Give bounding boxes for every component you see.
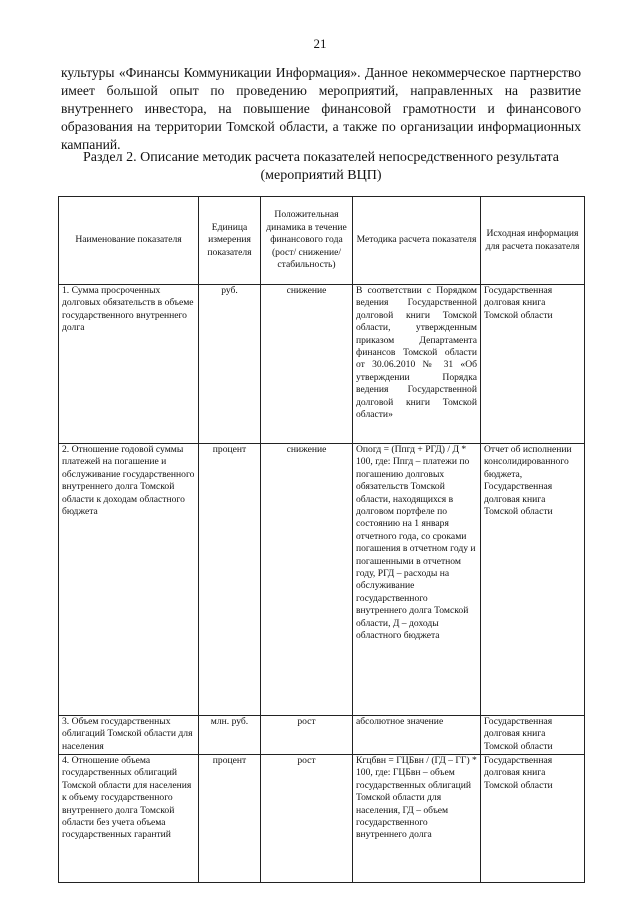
indicator-source: Государственная долговая книга Томской области (481, 285, 585, 444)
header-source: Исходная информация для расчета показателя (481, 197, 585, 285)
indicator-source: Отчет об исполнении консолидированного бюджета, Государственная долговая книга Томской области (481, 444, 585, 716)
page-number: 21 (313, 36, 327, 51)
indicator-dynamics: снижение (261, 285, 353, 444)
indicator-unit: млн. руб. (199, 716, 261, 755)
indicator-method: Опогд = (Ппгд + РГД) / Д * 100, где: Ппгд – платежи по погашению долговых обязательств Томской области, находящихся в долговом портфеле по состоянию на 1 января отчетного года, со сроками погашения в отчетном году и погашенными в отчетном году, РГД – расходы на обслуживание государственного внутреннего долга Томской области, Д – доходы областного бюджета (353, 444, 481, 716)
indicators-table (58, 196, 585, 883)
table-row (59, 444, 585, 716)
table-row (59, 716, 585, 755)
indicator-name: 3. Объем государственных облигаций Томской области для населения (59, 716, 199, 755)
indicator-dynamics: рост (261, 755, 353, 883)
indicator-method: абсолютное значение (353, 716, 481, 755)
indicator-name: 2. Отношение годовой суммы платежей на погашение и обслуживание государственного внутреннего долга Томской области к доходам областного бюджета (59, 444, 199, 716)
section-title-line-1: Раздел 2. Описание методик расчета показателей непосредственного результата (83, 150, 559, 165)
table-row (59, 285, 585, 444)
indicator-unit: процент (199, 444, 261, 716)
indicator-name: 1. Сумма просроченных долговых обязательств в объеме государственного внутреннего долга (59, 285, 199, 444)
indicator-dynamics: снижение (261, 444, 353, 716)
indicator-dynamics: рост (261, 716, 353, 755)
table-header-row (59, 197, 585, 285)
table-row (59, 755, 585, 883)
indicator-source: Государственная долговая книга Томской области (481, 716, 585, 755)
intro-paragraph: культуры «Финансы Коммуникации Информация». Данное некоммерческое партнерство имеет большой опыт по проведению мероприятий, направленных на развитие внутреннего инвестора, на повышение финансовой грамотности и финансового образования на территории Томской области, а также по организации информационных кампаний. (61, 65, 581, 152)
header-unit: Единица измерения показателя (199, 197, 261, 285)
indicator-source: Государственная долговая книга Томской области (481, 755, 585, 883)
indicator-method: В соответствии с Порядком ведения Государственной долговой книги Томской области, утвержденным приказом Департамента финансов Томской области от 30.06.2010 № 31 «Об утверждении Порядка ведения Государственной долговой книги Томской области» (353, 285, 481, 444)
section-title (60, 149, 582, 185)
section-title-line-2: (мероприятий ВЦП) (260, 168, 382, 183)
header-indicator-name: Наименование показателя (59, 197, 199, 285)
indicator-method: Кгцбвн = ГЦБвн / (ГД – ГГ) * 100, где: ГЦБвн – объем государственных облигаций Томской области для населения, ГД – объем государственного внутреннего долга (353, 755, 481, 883)
indicator-name: 4. Отношение объема государственных облигаций Томской области для населения к объему государственного внутреннего долга Томской области без учета объема государственных гарантий (59, 755, 199, 883)
header-dynamics: Положительная динамика в течение финансового года (рост/ снижение/ стабильность) (261, 197, 353, 285)
header-method: Методика расчета показателя (353, 197, 481, 285)
indicator-unit: процент (199, 755, 261, 883)
indicator-unit: руб. (199, 285, 261, 444)
